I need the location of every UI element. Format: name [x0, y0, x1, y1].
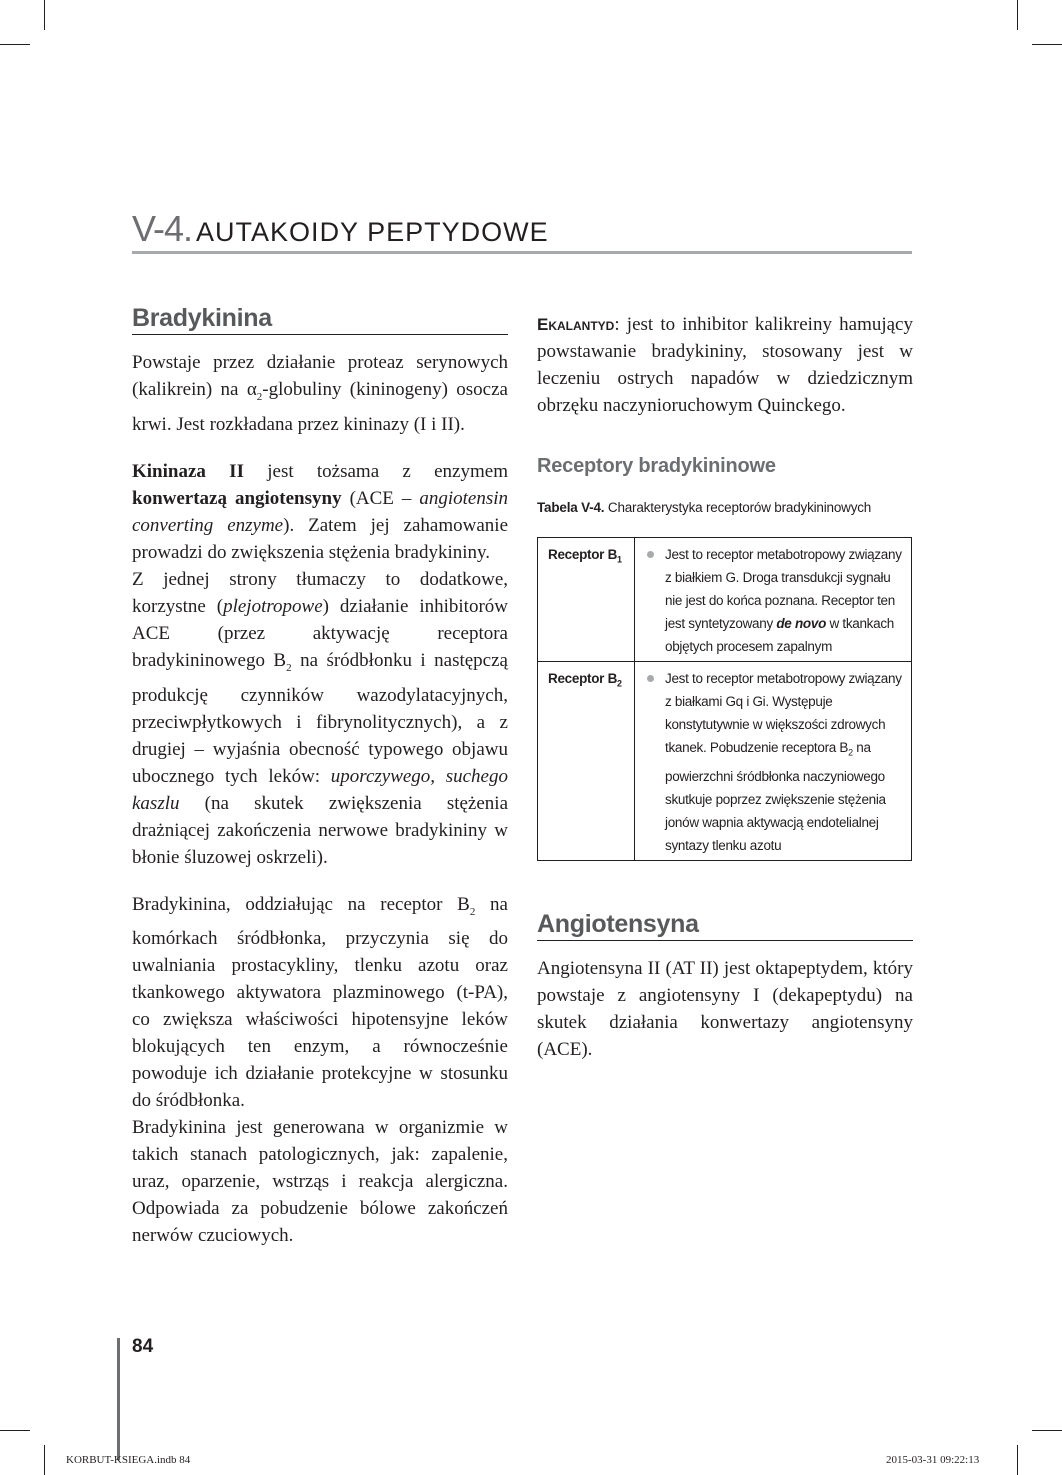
section-heading-bradykinina: Bradykinina	[132, 305, 508, 335]
text: Powstaje przez działanie proteaz serynowych (kalikrein) na	[132, 352, 508, 400]
text: w tkankach objętych procesem zapalnym	[665, 616, 894, 654]
receptor-description	[635, 538, 912, 662]
subscript: 2	[256, 390, 263, 403]
subsection-heading-receptory: Receptory bradykininowe	[537, 455, 776, 477]
section-heading-angiotensyna: Angiotensyna	[537, 911, 913, 941]
drug-name: Ekalantyd	[537, 315, 615, 334]
page-number-bar	[117, 1338, 120, 1460]
caption-label: Tabela V-4.	[537, 500, 605, 515]
label-text: Receptor B	[548, 547, 618, 562]
crop-mark	[0, 1430, 30, 1431]
paragraph-ekalantyd	[537, 311, 913, 419]
print-slug-file: KORBUT-KSIEGA.indb 84	[66, 1454, 191, 1466]
text: Jest to receptor metabotropowy związany z białkami Gq i Gi. Występuje konstytutywnie w większości zdrowych tkanek. Pobudzenie receptora B	[665, 671, 902, 755]
receptor-label	[538, 662, 635, 861]
label-text: Receptor B	[548, 671, 618, 686]
paragraph: Angiotensyna II (AT II) jest oktapeptydem, który powstaje z angiotensyny I (dekapeptydu) na skutek działania konwertazy angiotensyny (ACE).	[537, 957, 913, 1060]
receptor-table	[537, 537, 912, 861]
chapter-name: AUTAKOIDY PEPTYDOWE	[196, 217, 549, 247]
chapter-title	[132, 208, 912, 250]
left-column	[132, 305, 508, 1249]
page-number: 84	[132, 1336, 154, 1357]
caption-text: Charakterystyka receptorów bradykininowych	[604, 500, 872, 515]
receptor-description	[635, 662, 912, 861]
alpha-symbol: α	[246, 379, 257, 400]
italic-term: plejotropowe	[223, 595, 323, 617]
subscript: 1	[617, 554, 622, 565]
table-caption	[537, 494, 913, 521]
text: (na skutek zwiększenia stężenia drażniącej zakończenia nerwowe bradykininy w błonie śluzowej oskrzeli).	[132, 792, 508, 868]
text: ) działanie inhibitorów ACE (przez aktywację receptora bradykininowego B	[132, 595, 509, 671]
text: Z jednej strony tłumaczy to dodatkowe, korzystne (	[132, 568, 508, 617]
crop-mark	[1032, 1430, 1062, 1431]
print-slug-date: 2015-03-31 09:22:13	[886, 1454, 980, 1466]
crop-mark	[1032, 44, 1062, 45]
paragraph	[132, 566, 508, 871]
italic-term: uporczywego, suchego kaszlu	[132, 765, 508, 814]
paragraph: Bradykinina jest generowana w organizmie w takich stanach patologicznych, jak: zapalenie, uraz, oparzenie, wstrząs i reakcja alergiczna. Odpowiada za pobudzenie bólowe zakończeń nerwów czuciowych.	[132, 1117, 508, 1247]
crop-mark	[1017, 1445, 1018, 1475]
paragraph	[132, 458, 508, 566]
italic-term: angiotensin converting enzyme	[132, 487, 508, 536]
table-row	[538, 662, 912, 861]
table-row	[538, 538, 912, 662]
paragraph	[132, 349, 508, 438]
crop-mark	[44, 0, 45, 30]
crop-mark	[44, 1445, 45, 1475]
text: : jest to inhibitor kalikreiny hamujący powstawanie bradykininy, stosowany jest w leczeniu ostrych napadów w dziedzicznym obrzęku naczynioruchowym Quinckego.	[537, 314, 913, 416]
text: na powierzchni śródbłonka naczyniowego skutkuje poprzez zwiększenie stężenia jonów wapnia aktywacją endotelialnej syntazy tlenku azotu	[665, 740, 886, 853]
text: Jest to receptor metabotropowy związany z białkiem G. Droga transdukcji sygnału nie jest do końca poznana. Receptor ten jest syntetyzowany	[665, 547, 902, 631]
crop-mark	[1017, 0, 1018, 30]
subscript: 2	[617, 678, 622, 689]
crop-mark	[0, 44, 30, 45]
text: jest tożsama z enzymem	[243, 460, 508, 482]
subscript: 2	[848, 747, 853, 758]
text: Bradykinina, oddziałując na receptor B	[132, 893, 470, 915]
text: (ACE –	[341, 487, 420, 509]
right-column	[537, 305, 913, 1063]
chapter-rule	[132, 251, 912, 254]
paragraph	[132, 891, 508, 1115]
subscript: 2	[286, 661, 292, 674]
bold-term: konwertazą angiotensyny	[132, 487, 342, 509]
subscript: 2	[469, 905, 476, 918]
text: na komórkach śródbłonka, przyczynia się do uwalniania prostacykliny, tlenku azotu oraz tkankowego aktywatora plazminowego (t-PA), co zwiększa właściwości hipotensyjne leków blokujących ten enzym, a równocześnie powoduje ich działanie protekcyjne w stosunku do śródbłonka.	[132, 893, 508, 1112]
receptor-label	[538, 538, 635, 662]
bold-italic-term: de novo	[776, 616, 827, 631]
text: na śródbłonku i następczą produkcję czynników wazodylatacyjnych, przeciwpłytkowych i fibrynolitycznych), a z drugiej – wyjaśnia obecność typowego objawu ubocznego tych leków:	[132, 649, 508, 787]
bold-term: Kininaza II	[132, 460, 244, 482]
text: -globuliny (kininogeny) osocza krwi. Jest rozkładana przez kininazy (I i II).	[132, 379, 508, 435]
text: ). Zatem jej zahamowanie prowadzi do zwiększenia stężenia bradykininy.	[132, 514, 509, 563]
chapter-number: V-4.	[132, 208, 193, 249]
